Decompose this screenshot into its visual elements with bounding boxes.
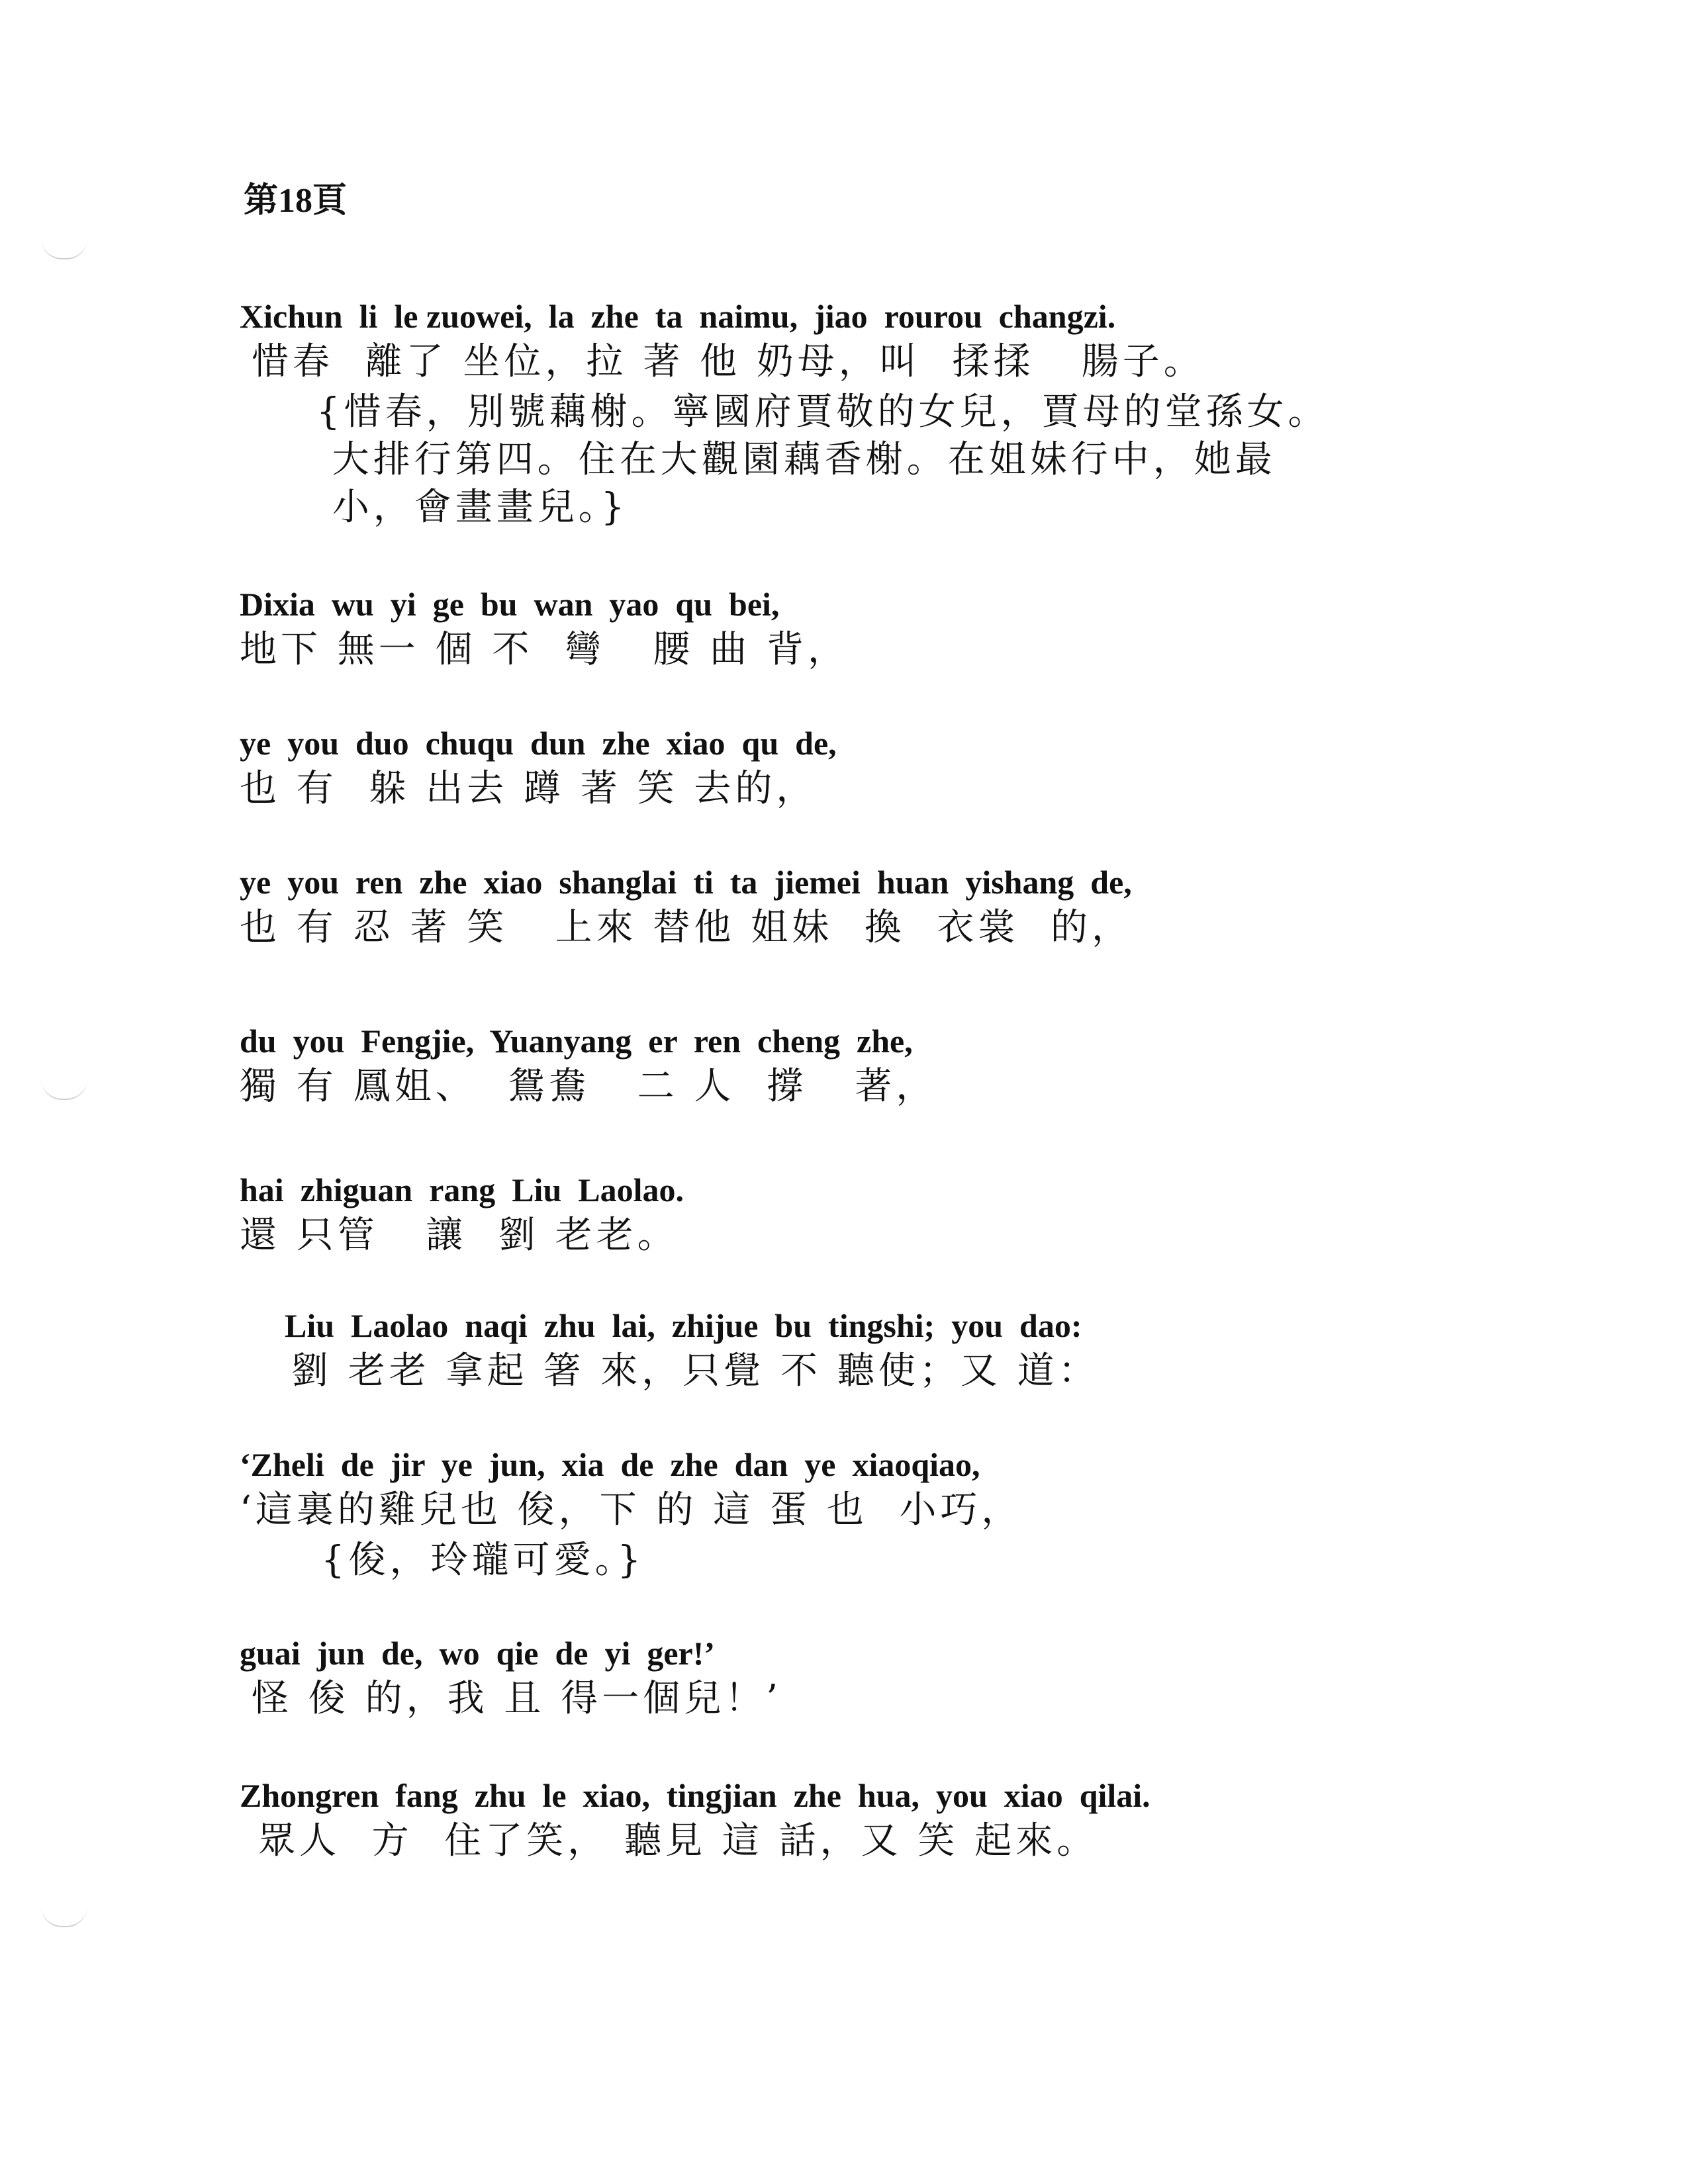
pinyin-line: ‘Zheli de jir ye jun, xia de zhe dan ye xiaoqiao,: [240, 1446, 980, 1483]
pinyin-line: ye you duo chuqu dun zhe xiao qu de,: [240, 725, 837, 762]
chinese-line: 也 有 躲 出去 蹲 著 笑 去的，: [240, 767, 818, 810]
chinese-line: 眾人 方 住了笑， 聽見 這 話，又 笑 起來。: [258, 1819, 1098, 1862]
verse: [0, 1774, 1688, 1865]
annotation-line: 小，會畫畫兒。}: [316, 486, 629, 529]
verse: [0, 1304, 1688, 1395]
verse: [0, 721, 1688, 813]
annotation-line: {惜春，別號藕榭。寧國府賈敬的女兒，賈母的堂孫女。: [316, 390, 1329, 433]
pinyin-line: Liu Laolao naqi zhu lai, zhijue bu tingshi; you dao:: [285, 1307, 1082, 1344]
verse: [0, 295, 1688, 531]
chinese-line: 獨 有 鳳姐、 鴛鴦 二 人 撐 著，: [240, 1065, 937, 1108]
annotation-line: {俊，玲瓏可愛。}: [321, 1539, 645, 1582]
scan-mark: [41, 238, 87, 259]
chinese-line: 惜春 離了 坐位，拉 著 他 奶母，叫 揉揉 腸子。: [252, 340, 1205, 383]
chinese-line: 也 有 忍 著 笑 上來 替他 姐妹 換 衣裳 的，: [240, 906, 1133, 949]
pinyin-line: du you Fengjie, Yuanyang er ren cheng zhe,: [240, 1023, 913, 1060]
pinyin-line: Dixia wu yi ge bu wan yao qu bei,: [240, 586, 780, 623]
page-title: 第18頁: [244, 182, 348, 220]
chinese-line: ‘這裏的雞兒也 俊，下 的 這 蛋 也 小巧，: [240, 1488, 1023, 1531]
chinese-line: 還 只管 讓 劉 老老。: [240, 1214, 679, 1257]
pinyin-line: ye you ren zhe xiao shanglai ti ta jiemei huan yishang de,: [240, 864, 1132, 901]
scan-mark: [41, 1906, 87, 1927]
pinyin-line: Zhongren fang zhu le xiao, tingjian zhe hua, you xiao qilai.: [240, 1777, 1150, 1814]
verse: [0, 582, 1688, 674]
verse: [0, 1631, 1688, 1723]
verse: [0, 1019, 1688, 1111]
chinese-line: 地下 無一 個 不 彎 腰 曲 背，: [240, 628, 849, 671]
pinyin-line: guai jun de, wo qie de yi ger!’: [240, 1635, 716, 1672]
annotation-line: 大排行第四。住在大觀園藕香榭。在姐妹行中，她最: [316, 438, 1276, 481]
pinyin-line: hai zhiguan rang Liu Laolao.: [240, 1171, 684, 1208]
chinese-line: 怪 俊 的，我 且 得一個兒！’: [252, 1677, 782, 1720]
chinese-line: 劉 老老 拿起 箸 來，只覺 不 聽使；又 道：: [291, 1349, 1100, 1392]
pinyin-line: Xichun li le zuowei, la zhe ta naimu, jiao rourou changzi.: [240, 298, 1116, 335]
verse: [0, 860, 1688, 952]
verse: [0, 1443, 1688, 1584]
verse: [0, 1168, 1688, 1259]
